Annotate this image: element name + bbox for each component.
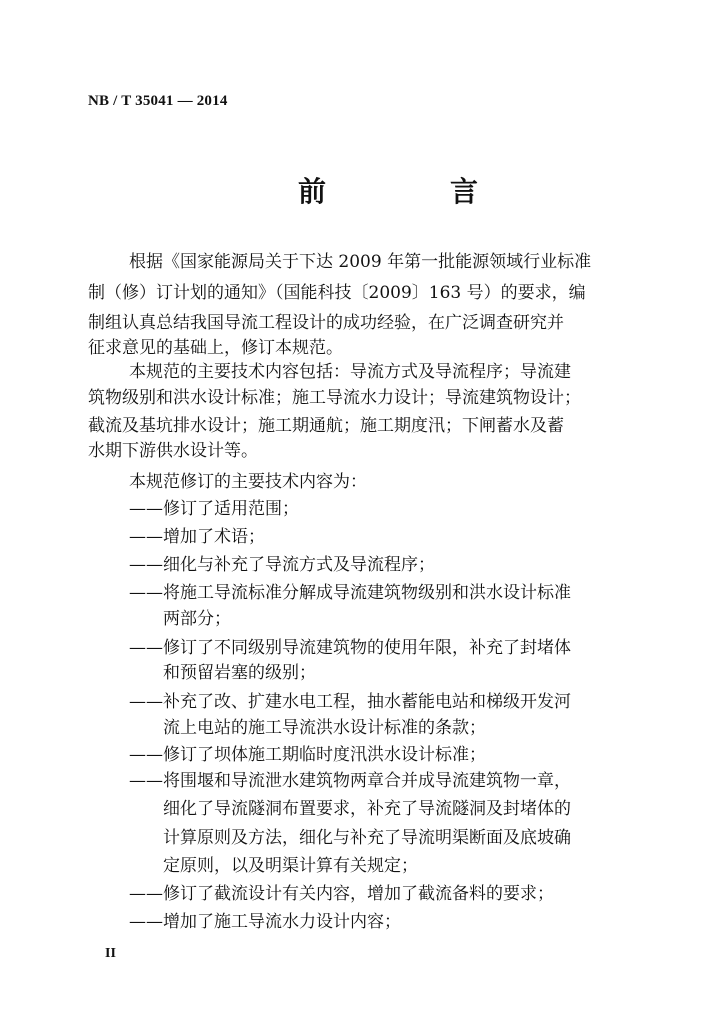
paragraph-line: 筑物级别和洪水设计标准；施工导流水力设计；导流建筑物设计； [88, 388, 581, 408]
paragraph-line: 根据《国家能源局关于下达 2009 年第一批能源领域行业标准 [129, 252, 592, 272]
paragraph-line: 制（修）订计划的通知》（国能科技〔2009〕163 号）的要求，编 [88, 283, 586, 303]
standard-code: NB / T 35041 — 2014 [88, 93, 228, 109]
list-item-continuation: 定原则，以及明渠计算有关规定； [163, 856, 418, 876]
list-item: ——将施工导流标准分解成导流建筑物级别和洪水设计标准 [129, 583, 571, 603]
paragraph-line: 本规范的主要技术内容包括：导流方式及导流程序；导流建 [129, 362, 571, 382]
paragraph-line: 制组认真总结我国导流工程设计的成功经验，在广泛调查研究并 [88, 313, 564, 333]
list-item: ——补充了改、扩建水电工程，抽水蓄能电站和梯级开发河 [129, 692, 571, 712]
list-item: ——增加了施工导流水力设计内容； [129, 912, 401, 932]
paragraph-line: 本规范修订的主要技术内容为： [129, 472, 367, 492]
paragraph-line: 水期下游供水设计等。 [88, 441, 258, 461]
list-item: ——细化与补充了导流方式及导流程序； [129, 555, 435, 575]
list-item-continuation: 计算原则及方法，细化与补充了导流明渠断面及底坡确 [163, 828, 571, 848]
list-item: ——修订了截流设计有关内容，增加了截流备料的要求； [129, 884, 554, 904]
list-item: ——增加了术语； [129, 527, 265, 547]
page-title: 前 言 [298, 175, 527, 208]
list-item: ——修订了适用范围； [129, 499, 299, 519]
list-item-continuation: 两部分； [163, 609, 231, 629]
list-item: ——将围堰和导流泄水建筑物两章合并成导流建筑物一章， [129, 771, 571, 791]
page-number: II [105, 946, 116, 961]
list-item-continuation: 细化了导流隧洞布置要求，补充了导流隧洞及封堵体的 [163, 799, 571, 819]
list-item-continuation: 流上电站的施工导流洪水设计标准的条款； [163, 718, 486, 738]
paragraph-line: 截流及基坑排水设计；施工期通航；施工期度汛；下闸蓄水及蓄 [88, 416, 564, 436]
paragraph-line: 征求意见的基础上，修订本规范。 [88, 338, 343, 358]
list-item: ——修订了不同级别导流建筑物的使用年限，补充了封堵体 [129, 638, 571, 658]
list-item: ——修订了坝体施工期临时度汛洪水设计标准； [129, 745, 486, 765]
list-item-continuation: 和预留岩塞的级别； [163, 663, 316, 683]
